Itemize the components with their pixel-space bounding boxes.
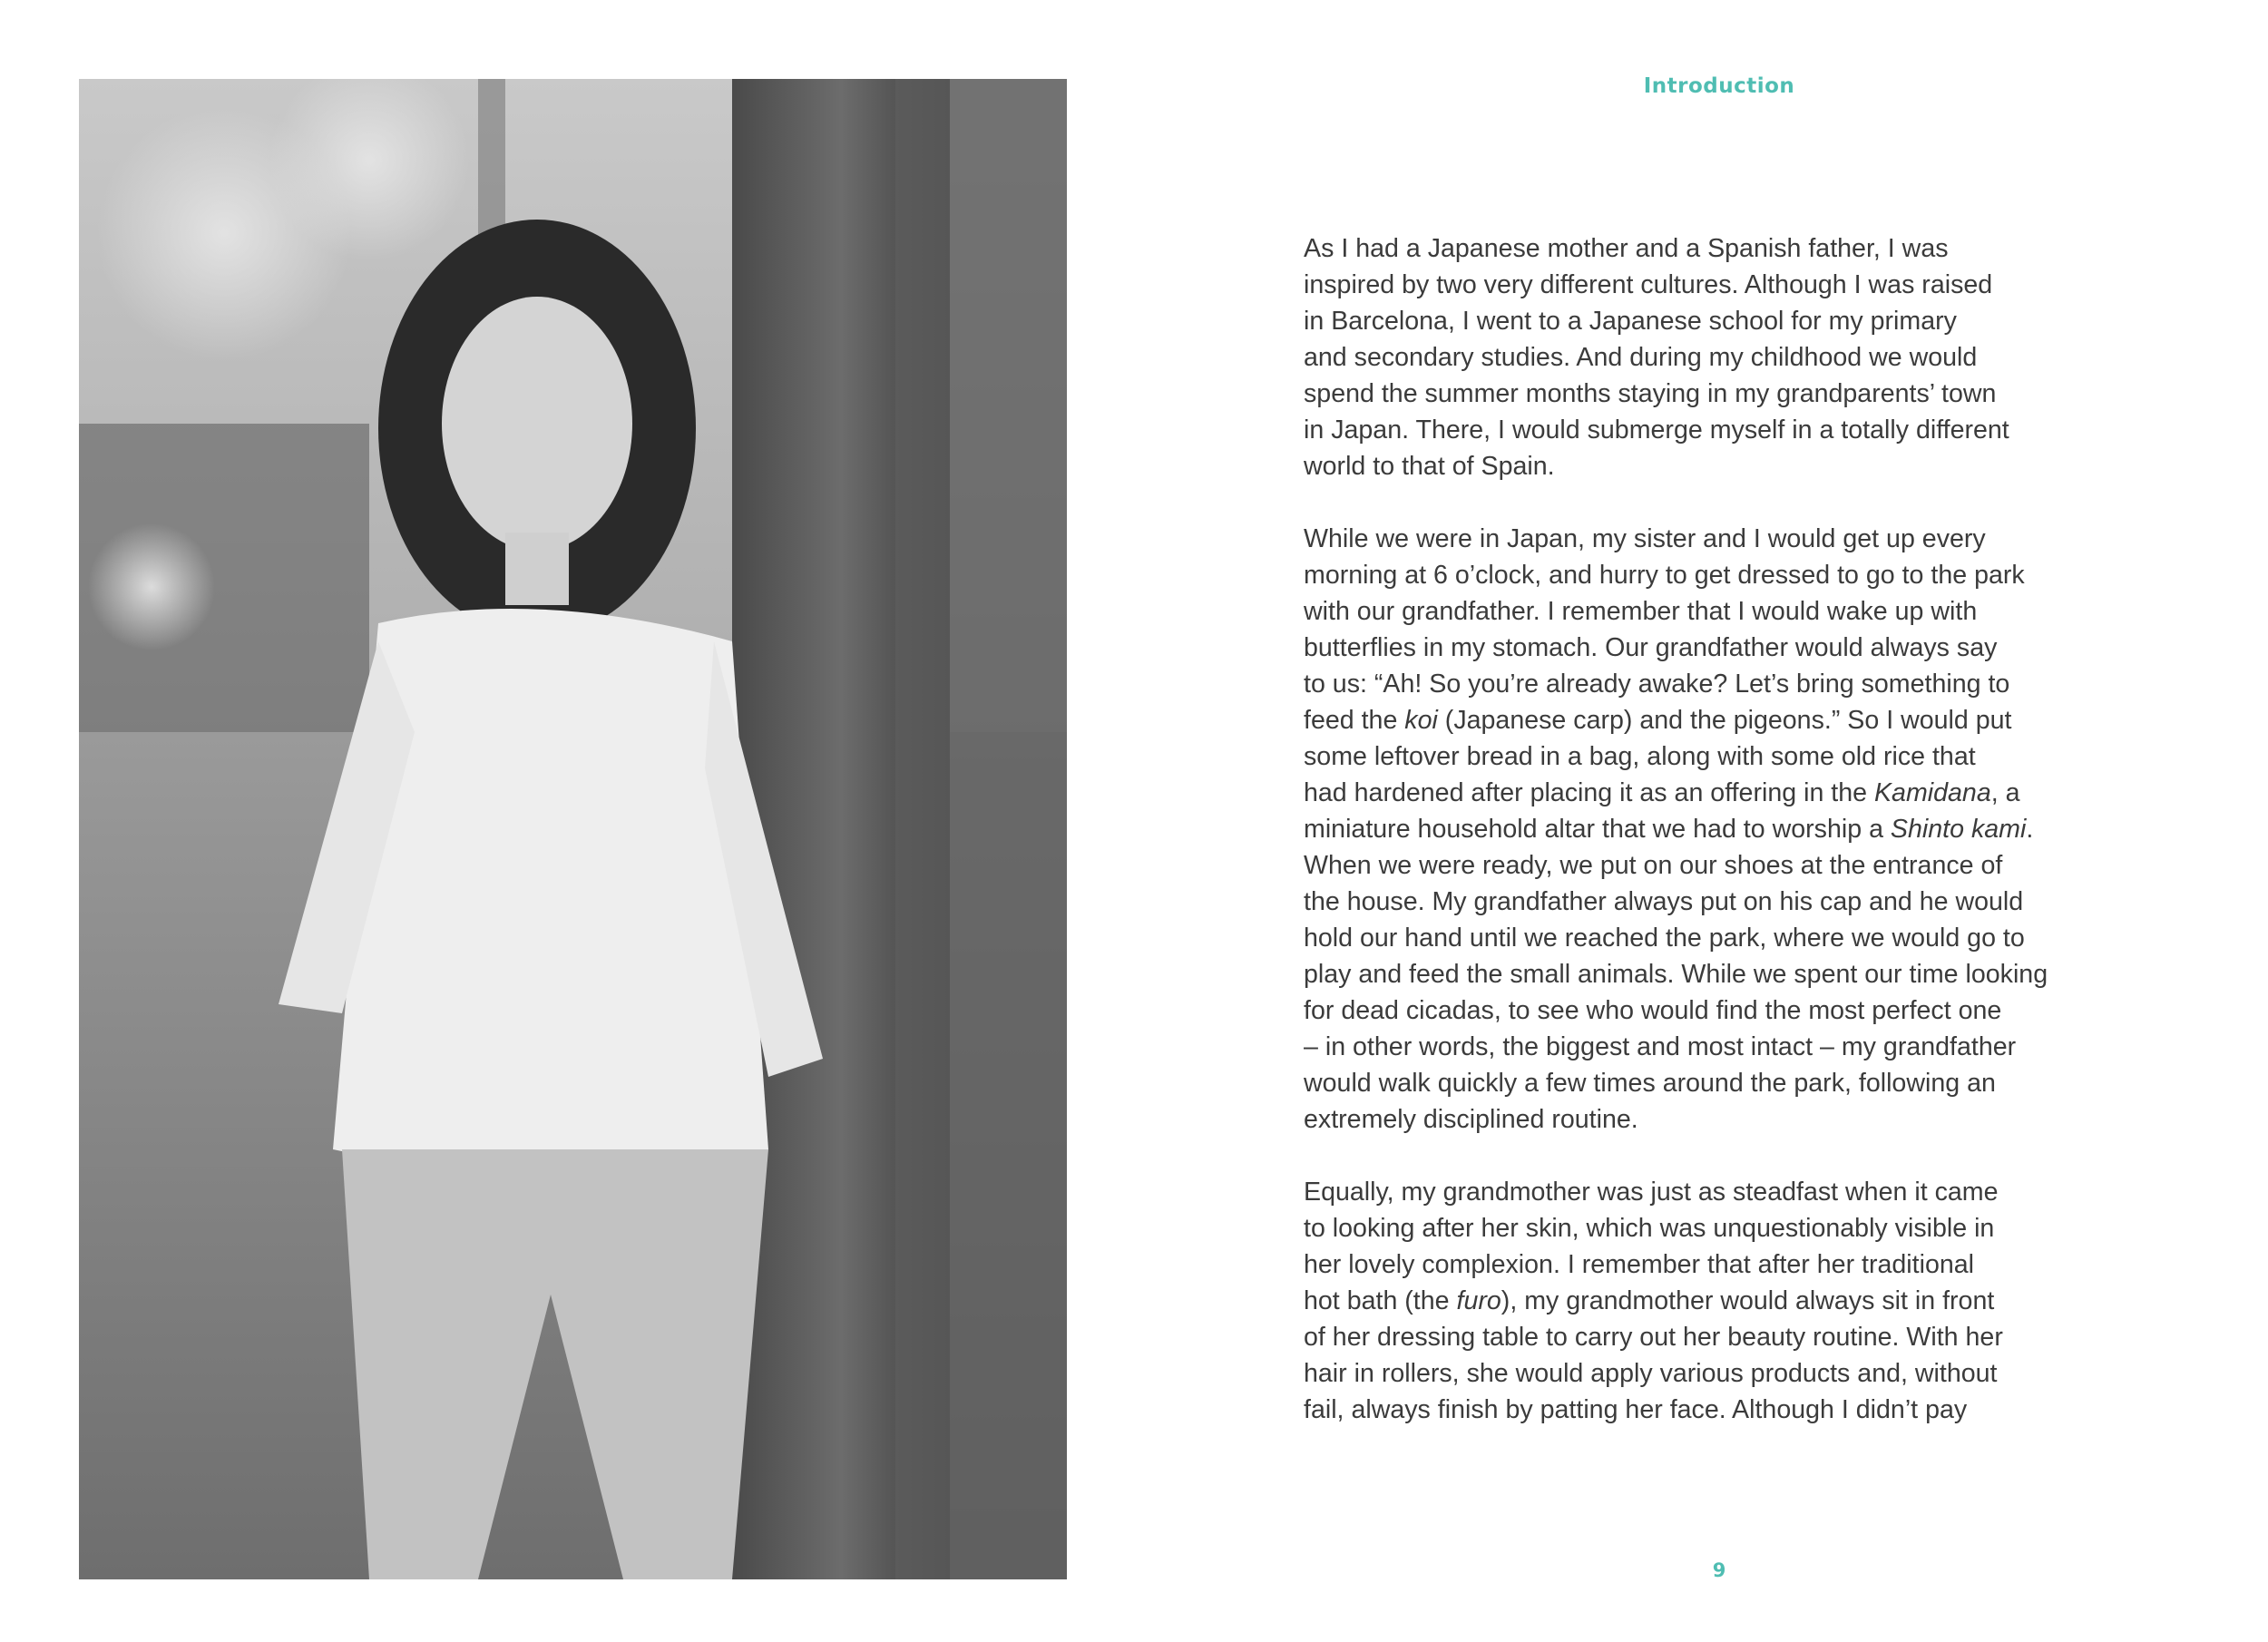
text-run: hair in rollers, she would apply various products and, without	[1304, 1359, 1998, 1388]
text-line	[1304, 1210, 2138, 1246]
text-line	[1304, 448, 2138, 484]
text-run: morning at 6 o’clock, and hurry to get dressed to go to the park	[1304, 561, 2025, 590]
text-run: play and feed the small animals. While we spent our time looking	[1304, 960, 2048, 989]
text-run: to looking after her skin, which was unquestionably visible in	[1304, 1214, 1995, 1243]
text-line	[1304, 702, 2138, 738]
text-line	[1304, 1029, 2138, 1065]
page-number: 9	[1712, 1559, 1726, 1581]
text-run: world to that of Spain.	[1304, 452, 1555, 481]
text-run: When we were ready, we put on our shoes at the entrance of	[1304, 851, 2003, 880]
text-run: for dead cicadas, to see who would find the most perfect one	[1304, 996, 2002, 1025]
text-run: .	[2026, 815, 2034, 844]
text-run: extremely disciplined routine.	[1304, 1105, 1638, 1134]
text-run: miniature household altar that we had to worship a	[1304, 815, 1891, 844]
text-line	[1304, 630, 2138, 666]
text-line	[1304, 339, 2138, 376]
running-head: Introduction	[1643, 74, 1795, 98]
text-line	[1304, 412, 2138, 448]
italic-term: Kamidana	[1873, 778, 1991, 807]
text-run: in Barcelona, I went to a Japanese school for my primary	[1304, 307, 1957, 336]
text-run: her lovely complexion. I remember that after her traditional	[1304, 1250, 1975, 1279]
text-line	[1304, 666, 2138, 702]
text-line	[1304, 884, 2138, 920]
text-line	[1304, 557, 2138, 593]
italic-term: koi	[1404, 706, 1438, 735]
text-line	[1304, 376, 2138, 412]
text-line	[1304, 521, 2138, 557]
text-line	[1304, 992, 2138, 1029]
text-run: ), my grandmother would always sit in front	[1501, 1286, 1995, 1315]
text-line	[1304, 1392, 2138, 1428]
text-line	[1304, 738, 2138, 775]
text-line	[1304, 230, 2138, 267]
text-line	[1304, 811, 2138, 847]
text-line	[1304, 956, 2138, 992]
text-line	[1304, 1174, 2138, 1210]
text-run: with our grandfather. I remember that I would wake up with	[1304, 597, 1978, 626]
text-line	[1304, 1101, 2138, 1138]
paragraph	[1304, 521, 2138, 1138]
text-run: While we were in Japan, my sister and I would get up every	[1304, 524, 1986, 553]
text-line	[1304, 267, 2138, 303]
paragraph	[1304, 230, 2138, 484]
text-line	[1304, 303, 2138, 339]
text-run: – in other words, the biggest and most intact – my grandfather	[1304, 1032, 2017, 1061]
text-run: hold our hand until we reached the park, where we would go to	[1304, 924, 2025, 953]
text-line	[1304, 1319, 2138, 1355]
text-line	[1304, 1246, 2138, 1283]
text-run: the house. My grandfather always put on his cap and he would	[1304, 887, 2024, 916]
text-run: fail, always finish by patting her face. Although I didn’t pay	[1304, 1395, 1968, 1424]
paragraph	[1304, 1174, 2138, 1428]
text-run: butterflies in my stomach. Our grandfather would always say	[1304, 633, 1998, 662]
text-run: would walk quickly a few times around the park, following an	[1304, 1069, 1996, 1098]
text-run: inspired by two very different cultures. Although I was raised	[1304, 270, 1993, 299]
text-run: feed the	[1304, 706, 1405, 735]
text-run: Equally, my grandmother was just as steadfast when it came	[1304, 1178, 1999, 1207]
text-run: and secondary studies. And during my childhood we would	[1304, 343, 1978, 372]
text-run: , a	[1990, 778, 2020, 807]
body-text	[1304, 230, 2138, 1464]
text-run: some leftover bread in a bag, along with some old rice that	[1304, 742, 1976, 771]
text-run: had hardened after placing it as an offering in the	[1304, 778, 1874, 807]
portrait-photo	[79, 79, 1067, 1579]
text-run: As I had a Japanese mother and a Spanish father, I was	[1304, 234, 1949, 263]
italic-term: Shinto kami	[1890, 815, 2027, 844]
text-run: to us: “Ah! So you’re already awake? Let’s bring something to	[1304, 670, 2010, 699]
text-line	[1304, 1065, 2138, 1101]
text-run: (Japanese carp) and the pigeons.” So I would put	[1437, 706, 2012, 735]
text-run: of her dressing table to carry out her beauty routine. With her	[1304, 1323, 2003, 1352]
text-line	[1304, 847, 2138, 884]
text-run: spend the summer months staying in my grandparents’ town	[1304, 379, 1997, 408]
text-line	[1304, 775, 2138, 811]
text-line	[1304, 920, 2138, 956]
text-line	[1304, 593, 2138, 630]
text-line	[1304, 1283, 2138, 1319]
text-line	[1304, 1355, 2138, 1392]
text-run: hot bath (the	[1304, 1286, 1457, 1315]
text-run: in Japan. There, I would submerge myself in a totally different	[1304, 415, 2009, 445]
italic-term: furo	[1456, 1286, 1501, 1315]
